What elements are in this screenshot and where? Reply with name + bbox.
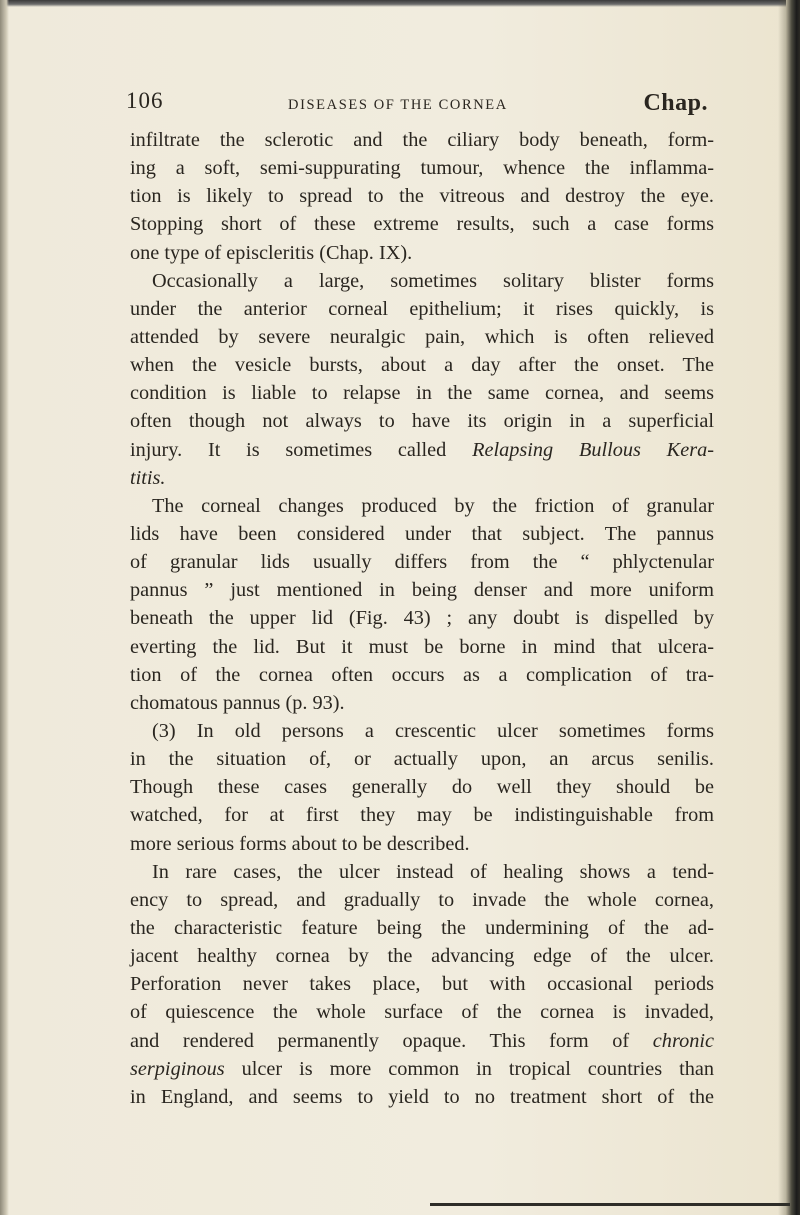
text-line: when the vesicle bursts, about a day after the onset. The bbox=[130, 354, 714, 377]
text-line: ency to spread, and gradually to invade the whole cornea, bbox=[130, 888, 714, 911]
text-line: everting the lid. But it must be borne in mind that ulcera- bbox=[130, 635, 714, 658]
text-line: The corneal changes produced by the friction of granular bbox=[152, 494, 714, 517]
running-title: DISEASES OF THE CORNEA bbox=[288, 97, 508, 113]
text-line: tion of the cornea often occurs as a complication of tra- bbox=[130, 663, 714, 686]
text-line: serpiginous ulcer is more common in tropical countries than bbox=[130, 1057, 714, 1080]
text-line: attended by severe neuralgic pain, which is often relieved bbox=[130, 325, 714, 348]
text-line: tion is likely to spread to the vitreous and destroy the eye. bbox=[130, 185, 714, 208]
text-line: condition is liable to relapse in the same cornea, and seems bbox=[130, 382, 714, 405]
text-line: pannus ” just mentioned in being denser and more uniform bbox=[130, 579, 714, 602]
text-line: the characteristic feature being the undermining of the ad- bbox=[130, 916, 714, 939]
chapter-label: Chap. bbox=[643, 90, 708, 116]
page-bottom-edge bbox=[430, 1203, 790, 1206]
text-line: In rare cases, the ulcer instead of healing shows a tend- bbox=[152, 860, 714, 883]
text-line: under the anterior corneal epithelium; it rises quickly, is bbox=[130, 297, 714, 320]
text-line: lids have been considered under that subject. The pannus bbox=[130, 522, 714, 545]
italic-term: Relapsing Bullous Kera- bbox=[472, 438, 714, 461]
text-line: chomatous pannus (p. 93). bbox=[130, 691, 345, 714]
text-line: (3) In old persons a crescentic ulcer sometimes forms bbox=[152, 719, 714, 742]
text-line: Though these cases generally do well they should be bbox=[130, 776, 714, 799]
text-line: Occasionally a large, sometimes solitary blister forms bbox=[152, 269, 714, 292]
text-line bbox=[130, 464, 714, 492]
text-line: infiltrate the sclerotic and the ciliary body beneath, form- bbox=[130, 129, 714, 151]
text-line: watched, for at first they may be indistinguishable from bbox=[130, 804, 714, 827]
text-line: and rendered permanently opaque. This form of chronic bbox=[130, 1029, 714, 1052]
page-left-gutter bbox=[0, 0, 9, 1215]
book-spine-edge bbox=[786, 0, 800, 1215]
italic-term: serpiginous bbox=[130, 1057, 225, 1080]
text-line: Stopping short of these extreme results, such a case forms bbox=[130, 213, 714, 236]
text-line: one type of episcleritis (Chap. IX). bbox=[130, 241, 413, 264]
page-top-shadow bbox=[0, 0, 800, 7]
text-line: jacent healthy cornea by the advancing edge of the ulcer. bbox=[130, 945, 714, 968]
italic-term: titis. bbox=[130, 466, 166, 489]
text-line: in England, and seems to yield to no treatment short of the bbox=[130, 1085, 714, 1108]
text-line: injury. It is sometimes called Relapsing Bullous Kera- bbox=[130, 438, 714, 461]
text-line: beneath the upper lid (Fig. 43) ; any doubt is dispelled by bbox=[130, 607, 714, 630]
italic-term: chronic bbox=[652, 1029, 714, 1052]
page-number: 106 bbox=[126, 88, 164, 113]
text-line: Perforation never takes place, but with occasional periods bbox=[130, 973, 714, 996]
text-line: of granular lids usually differs from the “ phlyctenular bbox=[130, 551, 714, 574]
running-header bbox=[126, 84, 714, 124]
text-line: ing a soft, semi-suppurating tumour, whence the inflamma- bbox=[130, 157, 714, 180]
text-line: of quiescence the whole surface of the cornea is invaded, bbox=[130, 1001, 714, 1024]
body-text bbox=[130, 126, 714, 1111]
text-line: often though not always to have its origin in a superficial bbox=[130, 410, 714, 433]
text-line: more serious forms about to be described. bbox=[130, 832, 470, 855]
text-line: in the situation of, or actually upon, an arcus senilis. bbox=[130, 748, 714, 771]
